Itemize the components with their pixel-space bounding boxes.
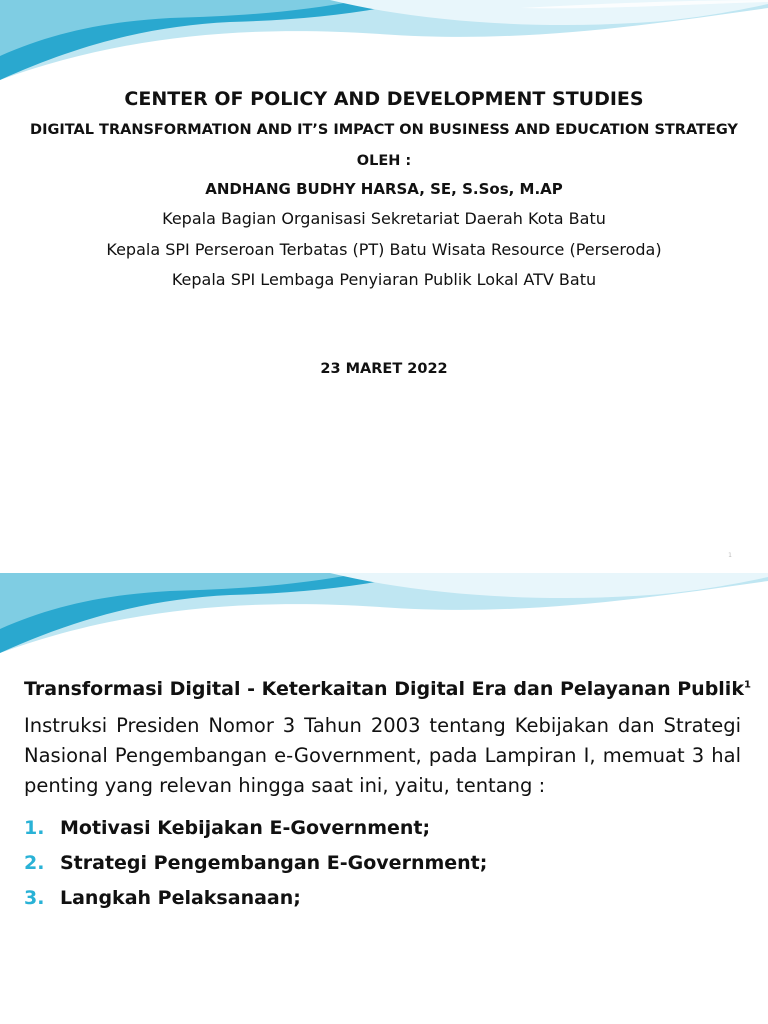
main-title: CENTER OF POLICY AND DEVELOPMENT STUDIES: [124, 88, 644, 110]
list-item: [24, 813, 487, 848]
oleh-label: OLEH :: [356, 153, 412, 169]
list-number: 1.: [24, 817, 45, 839]
page-number: 1: [728, 552, 732, 559]
author-role-1: Kepala Bagian Organisasi Sekretariat Daerah Kota Batu: [162, 209, 606, 228]
list-item: [24, 848, 487, 883]
slide-title: [24, 678, 751, 700]
numbered-list: [24, 813, 487, 918]
presentation-date: 23 MARET 2022: [320, 361, 448, 377]
author-role-2: Kepala SPI Perseroan Terbatas (PT) Batu Wisata Resource (Perseroda): [106, 240, 662, 259]
list-number: 3.: [24, 887, 45, 909]
footnote-marker: 1: [743, 679, 751, 691]
author-name: ANDHANG BUDHY HARSA, SE, S.Sos, M.AP: [205, 180, 563, 198]
list-text: Strategi Pengembangan E-Government;: [60, 852, 488, 874]
author-role-3: Kepala SPI Lembaga Penyiaran Publik Lokal ATV Batu: [171, 270, 597, 289]
list-item: [24, 883, 487, 918]
list-number: 2.: [24, 852, 45, 874]
wave-header-decoration: [0, 573, 768, 665]
subtitle: DIGITAL TRANSFORMATION AND IT’S IMPACT ON BUSINESS AND EDUCATION STRATEGY: [30, 122, 738, 138]
slide-2: [0, 573, 768, 1024]
slide-title-text: Transformasi Digital - Keterkaitan Digital Era dan Pelayanan Publik: [24, 678, 744, 700]
body-paragraph: Instruksi Presiden Nomor 3 Tahun 2003 tentang Kebijakan dan Strategi Nasional Pengembangan e-Government, pada Lampiran I, memuat 3 hal penting yang relevan hingga saat ini, yaitu, tentang :: [24, 714, 741, 797]
wave-header-decoration: [0, 0, 768, 96]
list-text: Langkah Pelaksanaan;: [60, 887, 301, 909]
list-text: Motivasi Kebijakan E-Government;: [60, 817, 431, 839]
